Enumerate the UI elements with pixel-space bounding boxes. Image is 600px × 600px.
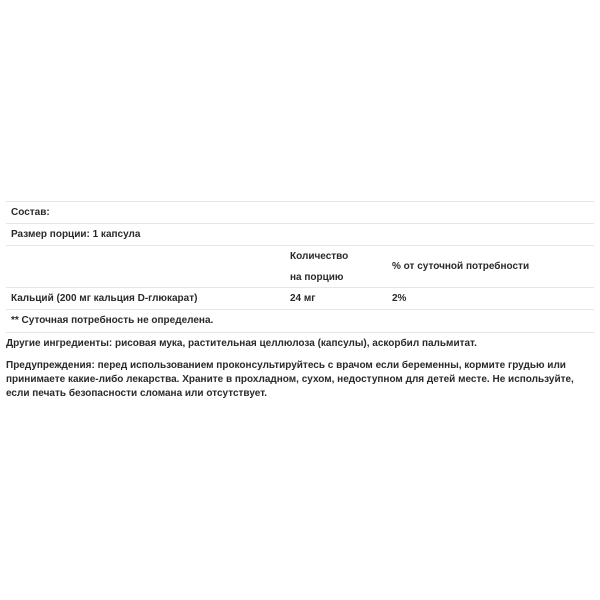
table-row [6, 287, 594, 309]
other-ingredients: Другие ингредиенты: рисовая мука, растительная целлюлоза (капсулы), аскорбил пальмитат. [6, 338, 477, 349]
table-title: Состав: [11, 207, 50, 218]
footnote-row [6, 309, 594, 333]
daily-value-header: % от суточной потребности [392, 261, 530, 272]
table-title-row [6, 201, 594, 223]
nutrient-amount: 24 мг [290, 293, 316, 304]
footnote: ** Суточная потребность не определена. [11, 315, 214, 326]
serving-size-row [6, 223, 594, 245]
supplement-facts-table [6, 201, 594, 333]
amount-header-line1: Количество [290, 251, 349, 262]
nutrient-name: Кальций (200 мг кальция D-глюкарат) [11, 293, 198, 304]
warnings: Предупреждения: перед использованием проконсультируйтесь с врачом если беременны, кормите грудью или принимаете какие-либо лекарства. Храните в прохладном, сухом, недоступном для детей месте. Не используйте, если печать безопасности сломана или отсутствует. [6, 360, 574, 399]
nutrient-dv: 2% [392, 293, 407, 304]
amount-header-line2: на порцию [290, 272, 344, 283]
serving-size: Размер порции: 1 капсула [11, 229, 141, 240]
header-row [6, 245, 594, 287]
